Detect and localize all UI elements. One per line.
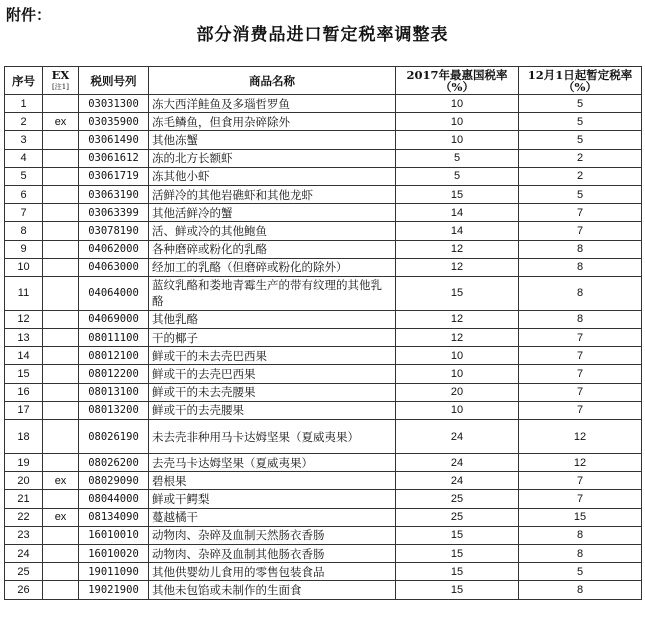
- cell-new-rate: 8: [519, 258, 642, 276]
- cell-mfn-rate: 24: [396, 420, 519, 454]
- cell-name: 其他活鲜冷的蟹: [149, 204, 396, 222]
- cell-mfn-rate: 25: [396, 508, 519, 526]
- cell-name: 活、鲜或冷的其他鲍鱼: [149, 222, 396, 240]
- cell-mfn-rate: 10: [396, 347, 519, 365]
- cell-ex: [43, 310, 79, 328]
- cell-name: 其他未包馅或未制作的生面食: [149, 581, 396, 599]
- cell-seq: 20: [5, 472, 43, 490]
- cell-ex: [43, 222, 79, 240]
- cell-code: 03035900: [79, 113, 149, 131]
- cell-ex: [43, 563, 79, 581]
- cell-new-rate: 5: [519, 185, 642, 203]
- header-code: 税则号列: [79, 67, 149, 95]
- cell-seq: 5: [5, 167, 43, 185]
- cell-name: 冻的北方长额虾: [149, 149, 396, 167]
- header-new-rate: [519, 67, 642, 95]
- cell-name: 各种磨碎或粉化的乳酪: [149, 240, 396, 258]
- header-new-line2: （%）: [563, 79, 597, 94]
- header-ex: [43, 67, 79, 95]
- cell-name: 冻大西洋鲑鱼及多瑙哲罗鱼: [149, 95, 396, 113]
- cell-new-rate: 5: [519, 563, 642, 581]
- cell-mfn-rate: 24: [396, 454, 519, 472]
- cell-seq: 13: [5, 329, 43, 347]
- cell-mfn-rate: 5: [396, 149, 519, 167]
- cell-seq: 18: [5, 420, 43, 454]
- cell-name: 鲜或干的去壳腰果: [149, 401, 396, 419]
- cell-seq: 2: [5, 113, 43, 131]
- cell-mfn-rate: 10: [396, 113, 519, 131]
- header-new-line1: 12月1日起暂定税率: [527, 67, 633, 82]
- cell-ex: [43, 454, 79, 472]
- table-row: [5, 185, 642, 203]
- table-row: [5, 508, 642, 526]
- cell-new-rate: 12: [519, 454, 642, 472]
- cell-ex: [43, 420, 79, 454]
- cell-ex: [43, 131, 79, 149]
- cell-new-rate: 5: [519, 131, 642, 149]
- table-header-row: [5, 67, 642, 95]
- cell-name: 其他冻蟹: [149, 131, 396, 149]
- table-row: [5, 310, 642, 328]
- cell-code: 08013200: [79, 401, 149, 419]
- cell-new-rate: 12: [519, 420, 642, 454]
- cell-name: 冻其他小虾: [149, 167, 396, 185]
- page-title: 部分消费品进口暂定税率调整表: [196, 25, 449, 45]
- cell-name: 经加工的乳酪（但磨碎或粉化的除外）: [149, 258, 396, 276]
- table-row: [5, 222, 642, 240]
- cell-code: 08012200: [79, 365, 149, 383]
- cell-seq: 15: [5, 365, 43, 383]
- cell-code: 19011090: [79, 563, 149, 581]
- annex-label: 附件：: [6, 6, 52, 24]
- cell-mfn-rate: 20: [396, 383, 519, 401]
- cell-code: 03063399: [79, 204, 149, 222]
- table-row: [5, 276, 642, 310]
- cell-seq: 9: [5, 240, 43, 258]
- cell-code: 19021900: [79, 581, 149, 599]
- table-row: [5, 131, 642, 149]
- cell-code: 03061719: [79, 167, 149, 185]
- table-row: [5, 544, 642, 562]
- cell-code: 08026200: [79, 454, 149, 472]
- cell-new-rate: 7: [519, 490, 642, 508]
- cell-new-rate: 2: [519, 149, 642, 167]
- cell-name: 其他乳酪: [149, 310, 396, 328]
- cell-new-rate: 8: [519, 526, 642, 544]
- cell-ex: [43, 240, 79, 258]
- cell-new-rate: 7: [519, 329, 642, 347]
- cell-seq: 23: [5, 526, 43, 544]
- cell-ex: [43, 365, 79, 383]
- cell-mfn-rate: 10: [396, 401, 519, 419]
- cell-seq: 6: [5, 185, 43, 203]
- cell-seq: 8: [5, 222, 43, 240]
- cell-code: 08012100: [79, 347, 149, 365]
- cell-ex: [43, 544, 79, 562]
- cell-new-rate: 7: [519, 222, 642, 240]
- cell-mfn-rate: 12: [396, 310, 519, 328]
- cell-new-rate: 7: [519, 204, 642, 222]
- cell-seq: 25: [5, 563, 43, 581]
- table-row: [5, 490, 642, 508]
- cell-mfn-rate: 5: [396, 167, 519, 185]
- table-row: [5, 401, 642, 419]
- header-ex-note: [注1]: [52, 82, 69, 91]
- cell-name: 蔓越橘干: [149, 508, 396, 526]
- cell-new-rate: 5: [519, 95, 642, 113]
- cell-seq: 17: [5, 401, 43, 419]
- cell-mfn-rate: 24: [396, 472, 519, 490]
- cell-ex: [43, 276, 79, 310]
- table-row: [5, 472, 642, 490]
- cell-mfn-rate: 25: [396, 490, 519, 508]
- cell-name: 未去壳非种用马卡达姆坚果（夏威夷果）: [149, 420, 396, 454]
- cell-mfn-rate: 15: [396, 276, 519, 310]
- cell-new-rate: 8: [519, 544, 642, 562]
- cell-seq: 12: [5, 310, 43, 328]
- cell-code: 03063190: [79, 185, 149, 203]
- cell-name: 冻毛鳞鱼，但食用杂碎除外: [149, 113, 396, 131]
- cell-code: 04064000: [79, 276, 149, 310]
- table-row: [5, 149, 642, 167]
- cell-ex: [43, 167, 79, 185]
- table-row: [5, 329, 642, 347]
- table-body: [5, 95, 642, 600]
- cell-ex: [43, 185, 79, 203]
- table-row: [5, 383, 642, 401]
- cell-mfn-rate: 15: [396, 526, 519, 544]
- cell-mfn-rate: 12: [396, 240, 519, 258]
- header-mfn-line2: （%）: [440, 79, 474, 94]
- cell-mfn-rate: 12: [396, 329, 519, 347]
- cell-code: 16010020: [79, 544, 149, 562]
- cell-mfn-rate: 10: [396, 131, 519, 149]
- cell-mfn-rate: 12: [396, 258, 519, 276]
- cell-name: 鲜或干鳄梨: [149, 490, 396, 508]
- cell-new-rate: 7: [519, 365, 642, 383]
- cell-seq: 1: [5, 95, 43, 113]
- cell-ex: [43, 258, 79, 276]
- table-row: [5, 347, 642, 365]
- cell-code: 04063000: [79, 258, 149, 276]
- table-row: [5, 95, 642, 113]
- cell-ex: [43, 149, 79, 167]
- cell-name: 动物肉、杂碎及血制天然肠衣香肠: [149, 526, 396, 544]
- cell-mfn-rate: 15: [396, 185, 519, 203]
- cell-name: 鲜或干的去壳巴西果: [149, 365, 396, 383]
- cell-mfn-rate: 15: [396, 563, 519, 581]
- cell-seq: 26: [5, 581, 43, 599]
- cell-ex: [43, 329, 79, 347]
- cell-code: 03031300: [79, 95, 149, 113]
- table-row: [5, 258, 642, 276]
- table-row: [5, 204, 642, 222]
- cell-code: 04062000: [79, 240, 149, 258]
- cell-seq: 3: [5, 131, 43, 149]
- table-row: [5, 113, 642, 131]
- cell-mfn-rate: 15: [396, 544, 519, 562]
- table-row: [5, 167, 642, 185]
- cell-name: 鲜或干的未去壳巴西果: [149, 347, 396, 365]
- cell-seq: 19: [5, 454, 43, 472]
- header-mfn-line1: 2017年最惠国税率: [406, 67, 508, 82]
- cell-seq: 11: [5, 276, 43, 310]
- cell-code: 03061490: [79, 131, 149, 149]
- cell-mfn-rate: 10: [396, 365, 519, 383]
- cell-seq: 14: [5, 347, 43, 365]
- cell-seq: 7: [5, 204, 43, 222]
- cell-name: 活鲜冷的其他岩礁虾和其他龙虾: [149, 185, 396, 203]
- cell-mfn-rate: 15: [396, 581, 519, 599]
- cell-seq: 16: [5, 383, 43, 401]
- cell-ex: [43, 95, 79, 113]
- cell-seq: 21: [5, 490, 43, 508]
- cell-new-rate: 7: [519, 347, 642, 365]
- table-row: [5, 454, 642, 472]
- cell-mfn-rate: 14: [396, 204, 519, 222]
- cell-code: 08029090: [79, 472, 149, 490]
- table-row: [5, 420, 642, 454]
- cell-code: 04069000: [79, 310, 149, 328]
- cell-ex: ex: [43, 472, 79, 490]
- cell-code: 08011100: [79, 329, 149, 347]
- cell-ex: ex: [43, 508, 79, 526]
- cell-seq: 24: [5, 544, 43, 562]
- cell-mfn-rate: 14: [396, 222, 519, 240]
- table-row: [5, 365, 642, 383]
- cell-new-rate: 15: [519, 508, 642, 526]
- tariff-table: [4, 66, 642, 600]
- cell-new-rate: 8: [519, 240, 642, 258]
- cell-new-rate: 8: [519, 276, 642, 310]
- cell-new-rate: 8: [519, 310, 642, 328]
- cell-code: 08013100: [79, 383, 149, 401]
- cell-ex: [43, 526, 79, 544]
- cell-new-rate: 5: [519, 113, 642, 131]
- table-row: [5, 563, 642, 581]
- table-row: [5, 526, 642, 544]
- cell-name: 蓝纹乳酪和娄地青霉生产的带有纹理的其他乳酪: [149, 276, 396, 310]
- cell-name: 其他供婴幼儿食用的零售包装食品: [149, 563, 396, 581]
- cell-ex: [43, 204, 79, 222]
- header-name: 商品名称: [149, 67, 396, 95]
- cell-code: 08026190: [79, 420, 149, 454]
- cell-new-rate: 7: [519, 401, 642, 419]
- cell-seq: 10: [5, 258, 43, 276]
- cell-ex: [43, 401, 79, 419]
- cell-mfn-rate: 10: [396, 95, 519, 113]
- cell-code: 16010010: [79, 526, 149, 544]
- cell-ex: [43, 383, 79, 401]
- cell-new-rate: 2: [519, 167, 642, 185]
- cell-ex: ex: [43, 113, 79, 131]
- cell-new-rate: 8: [519, 581, 642, 599]
- cell-name: 去壳马卡达姆坚果（夏威夷果）: [149, 454, 396, 472]
- cell-new-rate: 7: [519, 383, 642, 401]
- cell-code: 03078190: [79, 222, 149, 240]
- cell-ex: [43, 581, 79, 599]
- cell-ex: [43, 347, 79, 365]
- cell-new-rate: 7: [519, 472, 642, 490]
- cell-code: 08134090: [79, 508, 149, 526]
- cell-code: 03061612: [79, 149, 149, 167]
- cell-seq: 22: [5, 508, 43, 526]
- header-mfn-rate: [396, 67, 519, 95]
- cell-name: 干的椰子: [149, 329, 396, 347]
- table-row: [5, 240, 642, 258]
- cell-name: 鲜或干的未去壳腰果: [149, 383, 396, 401]
- cell-ex: [43, 490, 79, 508]
- cell-name: 动物肉、杂碎及血制其他肠衣香肠: [149, 544, 396, 562]
- table-row: [5, 581, 642, 599]
- cell-code: 08044000: [79, 490, 149, 508]
- cell-name: 碧根果: [149, 472, 396, 490]
- header-seq: 序号: [5, 67, 43, 95]
- cell-seq: 4: [5, 149, 43, 167]
- header-ex-label: EX: [51, 67, 70, 82]
